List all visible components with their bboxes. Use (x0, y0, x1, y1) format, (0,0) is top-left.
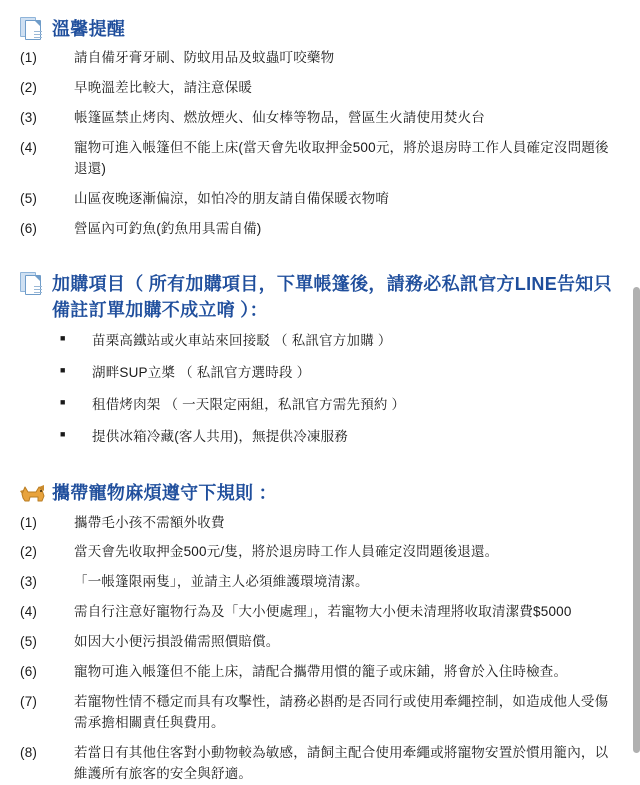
list-marker: (4) (20, 604, 38, 620)
section-title: 攜帶寵物麻煩遵守下規則 ： (52, 483, 277, 504)
pet-rules-list (20, 513, 618, 785)
list-text: 若寵物性情不穩定而具有攻擊性，請務必斟酌是否同行或使用牽繩控制，如造成他人受傷需承擔相關責任與費用。 (74, 694, 609, 730)
section-heading-add-on-items (20, 249, 618, 323)
list-text: 租借烤肉架 （ 一天限定兩組，私訊官方需先預約 ） (92, 396, 406, 412)
list-item (20, 427, 618, 448)
list-item (20, 662, 618, 683)
list-text: 早晚溫差比較大，請注意保暖 (74, 80, 253, 96)
add-on-items-list (20, 331, 618, 448)
list-marker: (2) (20, 80, 38, 96)
list-text: 提供冰箱冷藏(客人共用)，無提供冷凍服務 (92, 428, 348, 444)
list-item (20, 632, 618, 653)
section-heading-warm-reminder (20, 10, 618, 42)
list-marker: (2) (20, 544, 38, 560)
list-item (20, 363, 618, 384)
square-bullet-icon: ■ (60, 365, 66, 376)
list-text: 需自行注意好寵物行為及「大小便處理」，若寵物大小便未清理將收取清潔費$5000 (74, 604, 572, 620)
list-item (20, 395, 618, 416)
list-text: 苗栗高鐵站或火車站來回接駁 （ 私訊官方加購 ） (92, 332, 392, 348)
list-text: 寵物可進入帳篷但不能上床，請配合攜帶用慣的籠子或床鋪，將會於入住時檢查。 (74, 664, 568, 680)
section-heading-pet-rules (20, 458, 618, 506)
list-marker: (6) (20, 664, 38, 680)
list-item (20, 219, 618, 240)
list-text: 攜帶毛小孩不需額外收費 (74, 514, 225, 530)
document-icon (20, 17, 46, 41)
list-item (20, 572, 618, 593)
list-marker: (7) (20, 694, 38, 710)
list-item (20, 48, 618, 69)
list-text: 山區夜晚逐漸偏涼，如怕冷的朋友請自備保暖衣物唷 (74, 190, 390, 206)
list-marker: (5) (20, 634, 38, 650)
list-text: 帳篷區禁止烤肉、燃放煙火、仙女棒等物品，營區生火請使用焚火台 (74, 109, 485, 125)
list-item (20, 138, 618, 180)
list-text: 湖畔SUP立槳 （ 私訊官方選時段 ） (92, 364, 311, 380)
list-text: 營區內可釣魚(釣魚用具需自備) (74, 220, 262, 236)
list-text: 若當日有其他住客對小動物較為敏感，請飼主配合使用牽繩或將寵物安置於慣用籠內，以維護所有旅客的安全與舒適。 (74, 744, 609, 781)
section-title: 加購項目（ 所有加購項目，下單帳篷後，請務必私訊官方LINE告知只備註訂單加購不成立唷 ）： (52, 273, 612, 320)
list-item (20, 189, 618, 210)
list-marker: (5) (20, 190, 38, 206)
list-text: 「一帳篷限兩隻」，並請主人必須維護環境清潔。 (74, 574, 369, 590)
list-marker: (6) (20, 220, 38, 236)
vertical-scrollbar[interactable] (633, 287, 640, 753)
list-item (20, 692, 618, 734)
dog-icon (20, 482, 46, 504)
section-title: 溫馨提醒 (52, 19, 126, 39)
list-item (20, 513, 618, 534)
list-marker: (3) (20, 574, 38, 590)
list-text: 當天會先收取押金500元/隻，將於退房時工作人員確定沒問題後退還。 (74, 544, 499, 560)
list-item (20, 743, 618, 785)
list-marker: (4) (20, 139, 38, 155)
list-item (20, 78, 618, 99)
list-text: 請自備牙膏牙刷、防蚊用品及蚊蟲叮咬藥物 (74, 50, 335, 66)
square-bullet-icon: ■ (60, 428, 66, 439)
document-icon (20, 272, 46, 296)
list-text: 如因大小便污損設備需照價賠償。 (74, 634, 280, 650)
list-item (20, 331, 618, 352)
list-item (20, 542, 618, 563)
square-bullet-icon: ■ (60, 397, 66, 408)
list-marker: (8) (20, 744, 38, 760)
list-marker: (1) (20, 514, 38, 530)
list-item (20, 602, 618, 623)
list-text: 寵物可進入帳篷但不能上床(當天會先收取押金500元，將於退房時工作人員確定沒問題後退還) (74, 139, 609, 176)
warm-reminder-list (20, 48, 618, 239)
list-marker: (3) (20, 109, 38, 125)
list-marker: (1) (20, 50, 38, 66)
square-bullet-icon: ■ (60, 333, 66, 344)
list-item (20, 108, 618, 129)
